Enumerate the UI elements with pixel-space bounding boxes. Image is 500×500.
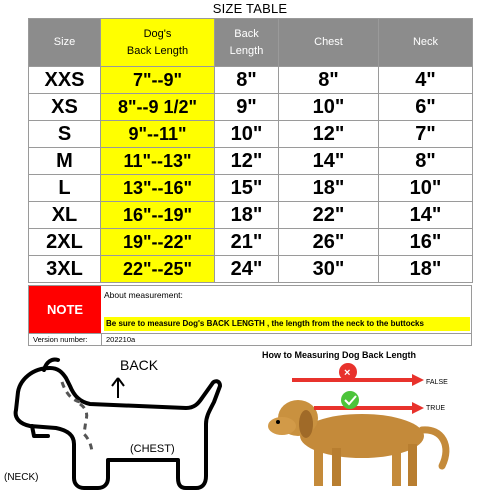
size-cell: XL xyxy=(29,202,101,229)
chest-cell: 12" xyxy=(279,121,379,148)
chest-cell: 30" xyxy=(279,256,379,283)
chest-cell: 22" xyxy=(279,202,379,229)
version-value: 202210a xyxy=(106,335,136,344)
dogs-back-cell: 8"--9 1/2" xyxy=(101,94,215,121)
table-row xyxy=(29,94,473,121)
back-cell: 12" xyxy=(215,148,279,175)
note-instruction: Be sure to measure Dog's BACK LENGTH , the length from the neck to the buttocks xyxy=(104,317,470,331)
table-row xyxy=(29,148,473,175)
chest-label: (CHEST) xyxy=(130,443,175,455)
chest-cell: 14" xyxy=(279,148,379,175)
check-icon xyxy=(341,391,359,409)
dogs-back-cell: 13"--16" xyxy=(101,175,215,202)
header-back-line1: Back xyxy=(234,27,259,40)
note-area xyxy=(28,285,472,334)
back-arrow-icon xyxy=(112,378,124,398)
size-cell: XS xyxy=(29,94,101,121)
size-cell: S xyxy=(29,121,101,148)
back-cell: 24" xyxy=(215,256,279,283)
version-label: Version number: xyxy=(33,335,88,344)
version-row xyxy=(28,334,472,346)
dogs-back-cell: 7"--9" xyxy=(101,67,215,94)
neck-cell: 14" xyxy=(379,202,473,229)
neck-cell: 8" xyxy=(379,148,473,175)
back-label: BACK xyxy=(120,357,159,373)
header-dogs-back-length xyxy=(101,19,215,67)
table-row xyxy=(29,175,473,202)
dog-measuring-illustration xyxy=(252,350,500,500)
chest-dashed-line xyxy=(80,404,92,454)
header-size: Size xyxy=(29,19,101,67)
back-cell: 18" xyxy=(215,202,279,229)
table-row xyxy=(29,202,473,229)
header-neck: Neck xyxy=(379,19,473,67)
neck-cell: 16" xyxy=(379,229,473,256)
header-chest: Chest xyxy=(279,19,379,67)
chest-cell: 10" xyxy=(279,94,379,121)
note-label: NOTE xyxy=(29,286,101,333)
false-label: FALSE xyxy=(426,379,448,386)
table-row xyxy=(29,229,473,256)
table-header-row xyxy=(29,19,473,67)
back-cell: 9" xyxy=(215,94,279,121)
size-cell: 3XL xyxy=(29,256,101,283)
neck-cell: 18" xyxy=(379,256,473,283)
back-cell: 8" xyxy=(215,67,279,94)
version-divider xyxy=(101,334,102,345)
back-cell: 10" xyxy=(215,121,279,148)
header-dogs-line1: Dog's xyxy=(143,27,172,40)
neck-cell: 7" xyxy=(379,121,473,148)
size-cell: 2XL xyxy=(29,229,101,256)
table-row xyxy=(29,121,473,148)
dog-outline-diagram xyxy=(0,348,240,500)
chest-cell: 18" xyxy=(279,175,379,202)
back-cell: 21" xyxy=(215,229,279,256)
size-table xyxy=(28,18,473,283)
chest-cell: 26" xyxy=(279,229,379,256)
dogs-back-cell: 16"--19" xyxy=(101,202,215,229)
header-back-line2: Length xyxy=(229,44,264,57)
svg-text:×: × xyxy=(344,367,351,379)
dogs-back-cell: 11"--13" xyxy=(101,148,215,175)
header-dogs-line2: Back Length xyxy=(126,44,189,57)
true-label: TRUE xyxy=(426,405,446,412)
back-cell: 15" xyxy=(215,175,279,202)
size-cell: XXS xyxy=(29,67,101,94)
neck-cell: 10" xyxy=(379,175,473,202)
dogs-back-cell: 9"--11" xyxy=(101,121,215,148)
note-heading: About measurement: xyxy=(104,290,183,300)
table-row xyxy=(29,67,473,94)
chest-cell: 8" xyxy=(279,67,379,94)
table-row xyxy=(29,256,473,283)
dogs-back-cell: 19"--22" xyxy=(101,229,215,256)
page-title: SIZE TABLE xyxy=(212,1,288,16)
dogs-back-cell: 22"--25" xyxy=(101,256,215,283)
photo-title: How to Measuring Dog Back Length xyxy=(262,350,417,360)
neck-cell: 4" xyxy=(379,67,473,94)
size-cell: L xyxy=(29,175,101,202)
neck-label: (NECK) xyxy=(4,472,39,483)
neck-cell: 6" xyxy=(379,94,473,121)
header-back-length xyxy=(215,19,279,67)
size-cell: M xyxy=(29,148,101,175)
